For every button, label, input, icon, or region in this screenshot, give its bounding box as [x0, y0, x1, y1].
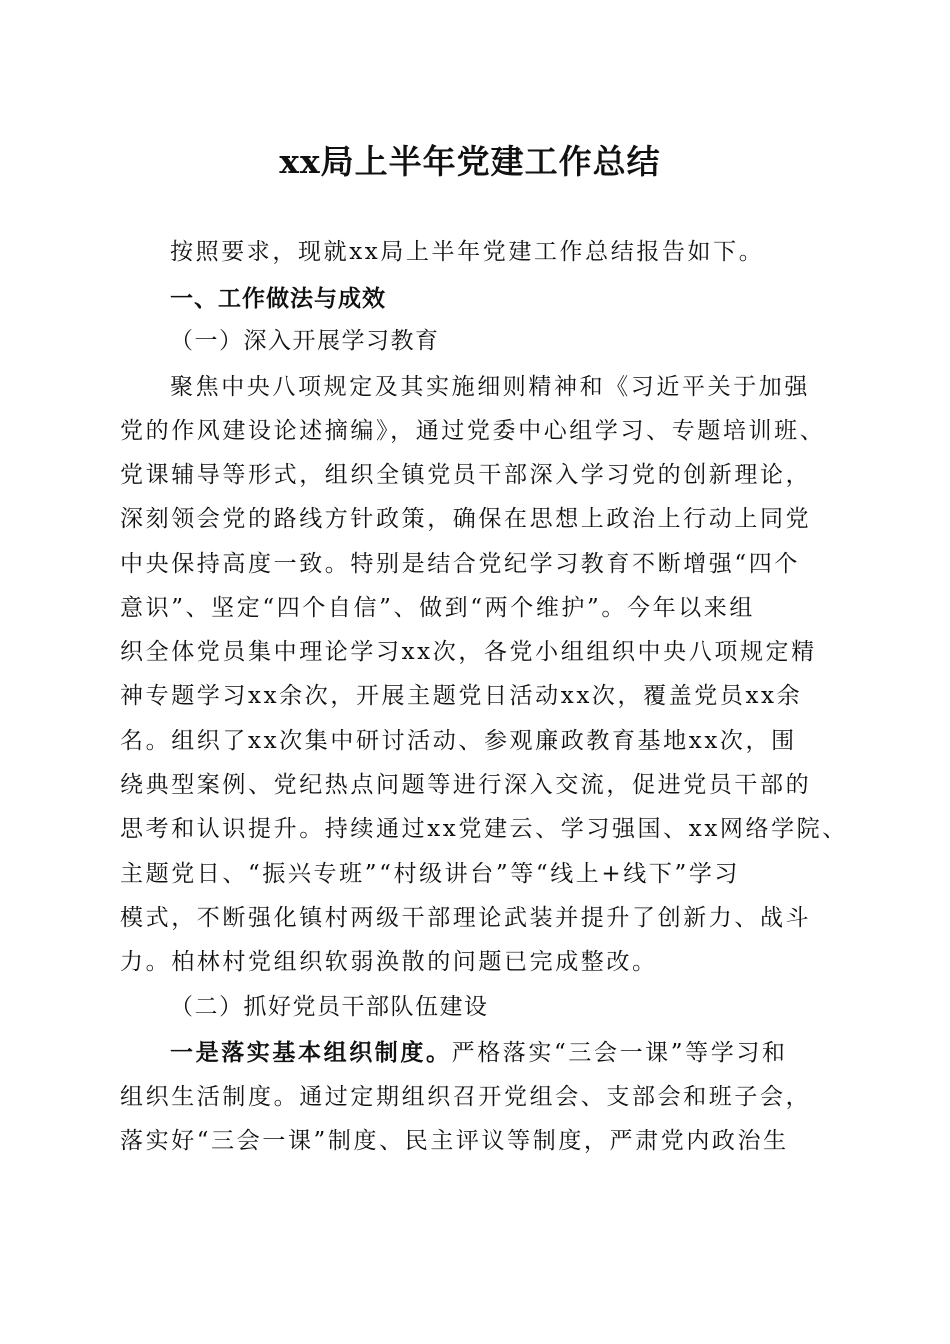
paragraph-line: 中央保持高度一致。特别是结合党纪学习教育不断增强“四个: [120, 551, 800, 577]
paragraph-line: 绕典型案例、党纪热点问题等进行深入交流，促进党员干部的: [120, 772, 812, 798]
paragraph-line: 意识”、坚定“四个自信”、做到“两个维护”。今年以来组: [120, 595, 755, 621]
paragraph-line: 模式，不断强化镇村两级干部理论武装并提升了创新力、战斗: [120, 905, 812, 931]
paragraph-line: 党的作风建设论述摘编》，通过党委中心组学习、专题培训班、: [120, 418, 826, 444]
paragraph-line: 神专题学习xx余次，开展主题党日活动xx次，覆盖党员xx余: [120, 683, 803, 709]
paragraph-line: 织全体党员集中理论学习xx次，各党小组组织中央八项规定精: [120, 639, 817, 665]
document-title: xx局上半年党建工作总结: [279, 142, 661, 181]
section-heading-1: 一、工作做法与成效: [170, 286, 386, 312]
paragraph-line: 组织生活制度。通过定期组织召开党组会、支部会和班子会，: [120, 1084, 812, 1110]
paragraph-line: 主题党日、“振兴专班”“村级讲台”等“线上+线下”学习: [120, 861, 741, 887]
paragraph-line: 思考和认识提升。持续通过xx党建云、学习强国、xx网络学院、: [120, 816, 848, 842]
paragraph-line-with-lead: [170, 1035, 788, 1071]
bold-lead-text: 一是落实基本组织制度。: [170, 1039, 452, 1066]
paragraph-line: 深刻领会党的路线方针政策，确保在思想上政治上行动上同党: [120, 506, 812, 532]
paragraph-line: 聚焦中央八项规定及其实施细则精神和《习近平关于加强: [170, 374, 810, 400]
paragraph-line: 党课辅导等形式，组织全镇党员干部深入学习党的创新理论，: [120, 462, 812, 488]
subsection-heading-2: （二）抓好党员干部队伍建设: [170, 994, 489, 1020]
intro-paragraph: 按照要求，现就xx局上半年党建工作总结报告如下。: [170, 239, 765, 265]
paragraph-line: 落实好“三会一课”制度、民主评议等制度，严肃党内政治生: [120, 1128, 789, 1154]
subsection-heading-1: （一）深入开展学习教育: [170, 328, 440, 354]
lead-line-text: 严格落实“三会一课”等学习和: [451, 1040, 788, 1066]
paragraph-line: 名。组织了xx次集中研讨活动、参观廉政教育基地xx次，围: [120, 728, 797, 754]
paragraph-line: 力。柏林村党组织软弱涣散的问题已完成整改。: [120, 949, 658, 975]
